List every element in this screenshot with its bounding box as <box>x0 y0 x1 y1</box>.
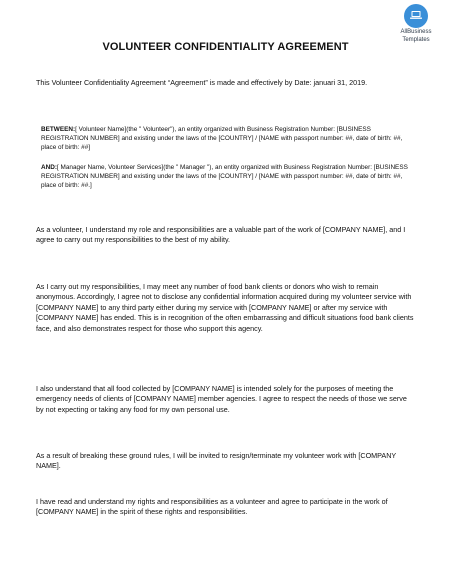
party-between <box>41 125 413 152</box>
document-title: VOLUNTEER CONFIDENTIALITY AGREEMENT <box>102 41 349 53</box>
allbusiness-logo[interactable] <box>386 4 446 44</box>
and-label: AND: <box>41 164 57 171</box>
body-paragraph-confidentiality: As I carry out my responsibilities, I may meet any number of food bank clients or donors who wish to remain anonymous. Accordingly, I agree not to disclose any confidential information acquired during my volunteer service with [COMPANY NAME] to any third party either during my service with [COMPANY NAME] or after my service with [COMPANY NAME] has ended. This is in recognition of the often embarrassing and difficult situations food bank clients face, and also demonstrates respect for those who support this agency. <box>36 282 414 333</box>
body-paragraph-food-use: I also understand that all food collected by [COMPANY NAME] is intended solely for the purposes of meeting the emergency needs of clients of [COMPANY NAME] member agencies. I agree to respect the needs of those we serve by not expecting or taking any food for my own personal use. <box>36 384 407 414</box>
logo-text-line1: AllBusiness <box>400 29 432 35</box>
between-text: [ Volunteer Name](the " Volunteer"), an entity organized with Business Registration Number: [BUSINESS REGISTRATION NUMBER] and existing under the laws of the [COUNTRY] / [NAME with passport number: ##, date of birth: ##, place of birth: ##] <box>41 126 403 151</box>
logo-text-line2: Templates <box>402 37 430 43</box>
laptop-icon <box>409 7 423 25</box>
party-and <box>41 163 413 190</box>
between-label: BETWEEN: <box>41 126 76 133</box>
body-paragraph-acknowledgement: I have read and understand my rights and responsibilities as a volunteer and agree to participate in the work of [COMPANY NAME] in the spirit of these rights and responsibilities. <box>36 497 388 517</box>
body-paragraph-role: As a volunteer, I understand my role and responsibilities are a valuable part of the work of [COMPANY NAME], and I agree to carry out my responsibilities to the best of my ability. <box>36 225 406 245</box>
logo-badge <box>404 4 428 28</box>
body-paragraph-termination: As a result of breaking these ground rules, I will be invited to resign/terminate my volunteer work with [COMPANY NAME]. <box>36 451 397 471</box>
intro-paragraph: This Volunteer Confidentiality Agreement “Agreement” is made and effectively by Date: januari 31, 2019. <box>36 78 368 87</box>
and-text: [ Manager Name, Volunteer Services](the " Manager "), an entity organized with Business Registration Number: [BUSINESS REGISTRATION NUMBER] and existing under the laws of the [COUNTRY] / [NAME with passport number: ##, date of birth: ##, place of birth: ##.] <box>41 164 408 189</box>
